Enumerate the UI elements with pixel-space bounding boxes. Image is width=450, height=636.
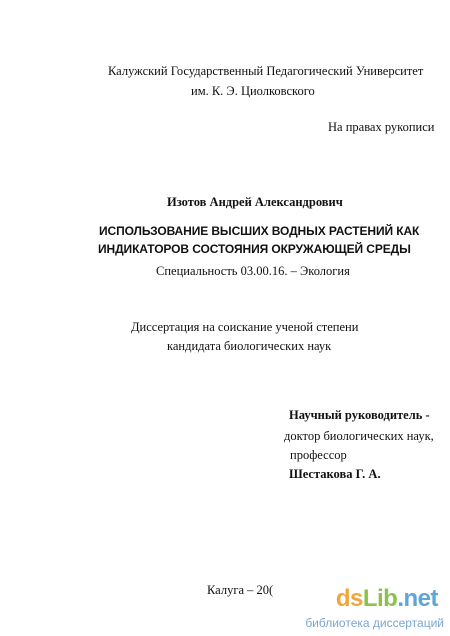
thesis-title-line-2: ИНДИКАТОРОВ СОСТОЯНИЯ ОКРУЖАЮЩЕЙ СРЕДЫ: [98, 242, 411, 256]
supervisor-degree: доктор биологических наук,: [284, 429, 434, 443]
supervisor-name: Шестакова Г. А.: [289, 467, 381, 481]
dslib-logo: [336, 587, 438, 611]
dissertation-type-line-1: Диссертация на соискание ученой степени: [131, 320, 359, 334]
logo-net: .net: [397, 585, 438, 612]
manuscript-rights-note: На правах рукописи: [328, 120, 435, 134]
thesis-title-line-1: ИСПОЛЬЗОВАНИЕ ВЫСШИХ ВОДНЫХ РАСТЕНИЙ КАК: [99, 224, 420, 238]
place-and-year: Калуга – 20(: [207, 583, 274, 597]
logo-ds: ds: [335, 585, 363, 612]
author-name: Изотов Андрей Александрович: [167, 195, 343, 209]
supervisor-rank: профессор: [290, 448, 347, 462]
university-name: Калужский Государственный Педагогический Университет: [108, 64, 424, 78]
university-namesake: им. К. Э. Циолковского: [191, 84, 315, 98]
supervisor-heading: Научный руководитель -: [289, 408, 430, 422]
dslib-watermark[interactable]: [305, 585, 450, 636]
specialty: Специальность 03.00.16. – Экология: [156, 264, 350, 278]
dissertation-type-line-2: кандидата биологических наук: [167, 339, 332, 353]
logo-lib: Lib: [362, 585, 398, 612]
watermark-subtitle: библиотека диссертаций: [305, 616, 444, 630]
